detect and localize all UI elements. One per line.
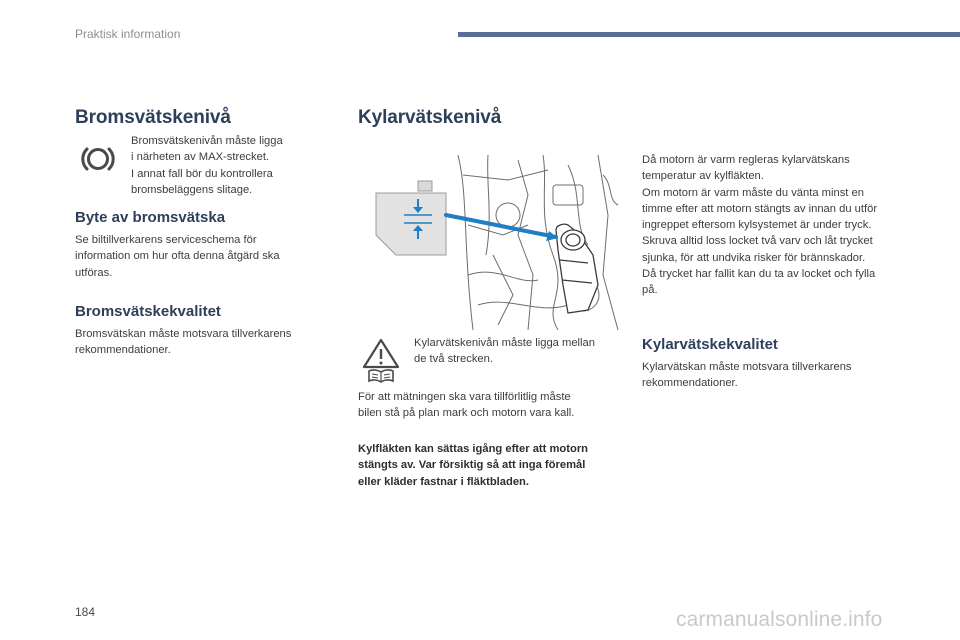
text-line: bromsbeläggens slitage. [131,183,253,196]
brake-fluid-quality-text [75,326,335,359]
text-line: information om hur ofta denna åtgärd ska [75,250,280,263]
text-line: timme efter att motorn stängts av innan du utför [642,202,878,215]
text-line: de två strecken. [414,353,493,366]
text-line: eller kläder fastnar i fläktbladen. [358,475,529,488]
text-line: rekommendationer. [642,377,738,390]
text-line: rekommendationer. [75,344,171,357]
text-line: på. [642,284,658,297]
brake-fluid-change-heading: Byte av bromsvätska [75,209,226,226]
section-title: Praktisk information [75,27,181,41]
page-number: 184 [75,605,96,619]
watermark: carmanualsonline.info [676,608,883,631]
brake-fluid-quality-heading: Bromsvätskekvalitet [75,303,221,320]
text-line: Om motorn är varm måste du vänta minst en [642,186,864,199]
coolant-warning-text [414,335,624,368]
text-line: Kylarvätskan måste motsvara tillverkarens [642,361,852,373]
text-line: Se biltillverkarens serviceschema för [75,234,257,246]
text-line: temperatur av kylfläkten. [642,170,764,183]
text-line: För att mätningen ska vara tillförlitlig måste [358,391,571,403]
coolant-quality-heading: Kylarvätskekvalitet [642,336,778,353]
text-line: Bromsvätskenivån måste ligga [131,135,283,147]
text-line: Skruva alltid loss locket två varv och låt trycket [642,235,873,248]
brake-warning-icon [80,141,116,177]
text-line: stängts av. Var försiktig så att inga föremål [358,459,586,472]
coolant-quality-text [642,359,942,392]
header-rule [458,32,960,37]
brake-fluid-change-text [75,232,335,281]
brake-fluid-level-heading: Bromsvätskenivå [75,107,231,128]
hot-engine-text [642,152,942,299]
text-line: bilen stå på plan mark och motorn vara kall. [358,407,575,420]
text-line: Kylfläkten kan sättas igång efter att motorn [358,443,589,455]
measure-text [358,389,623,422]
text-line: i närheten av MAX-strecket. [131,151,270,164]
text-line: ingreppet eftersom kylsystemet är under tryck. [642,219,872,232]
text-line: Bromsvätskan måste motsvara tillverkarens [75,328,292,340]
text-line: utföras. [75,266,113,279]
text-line: I annat fall bör du kontrollera [131,167,273,180]
text-line: Då motorn är varm regleras kylarvätskans [642,154,850,166]
text-line: sjunka, för att undvika risker för brännskador. [642,251,866,264]
coolant-reservoir-engine-illustration [368,155,620,330]
coolant-level-heading: Kylarvätskenivå [358,107,502,128]
text-line: Då trycket har fallit kan du ta av locket och fylla [642,268,876,281]
brake-fluid-level-text [131,133,331,198]
read-manual-warning-icon [361,337,401,383]
fan-warning-text [358,441,628,490]
text-line: Kylarvätskenivån måste ligga mellan [414,337,595,349]
